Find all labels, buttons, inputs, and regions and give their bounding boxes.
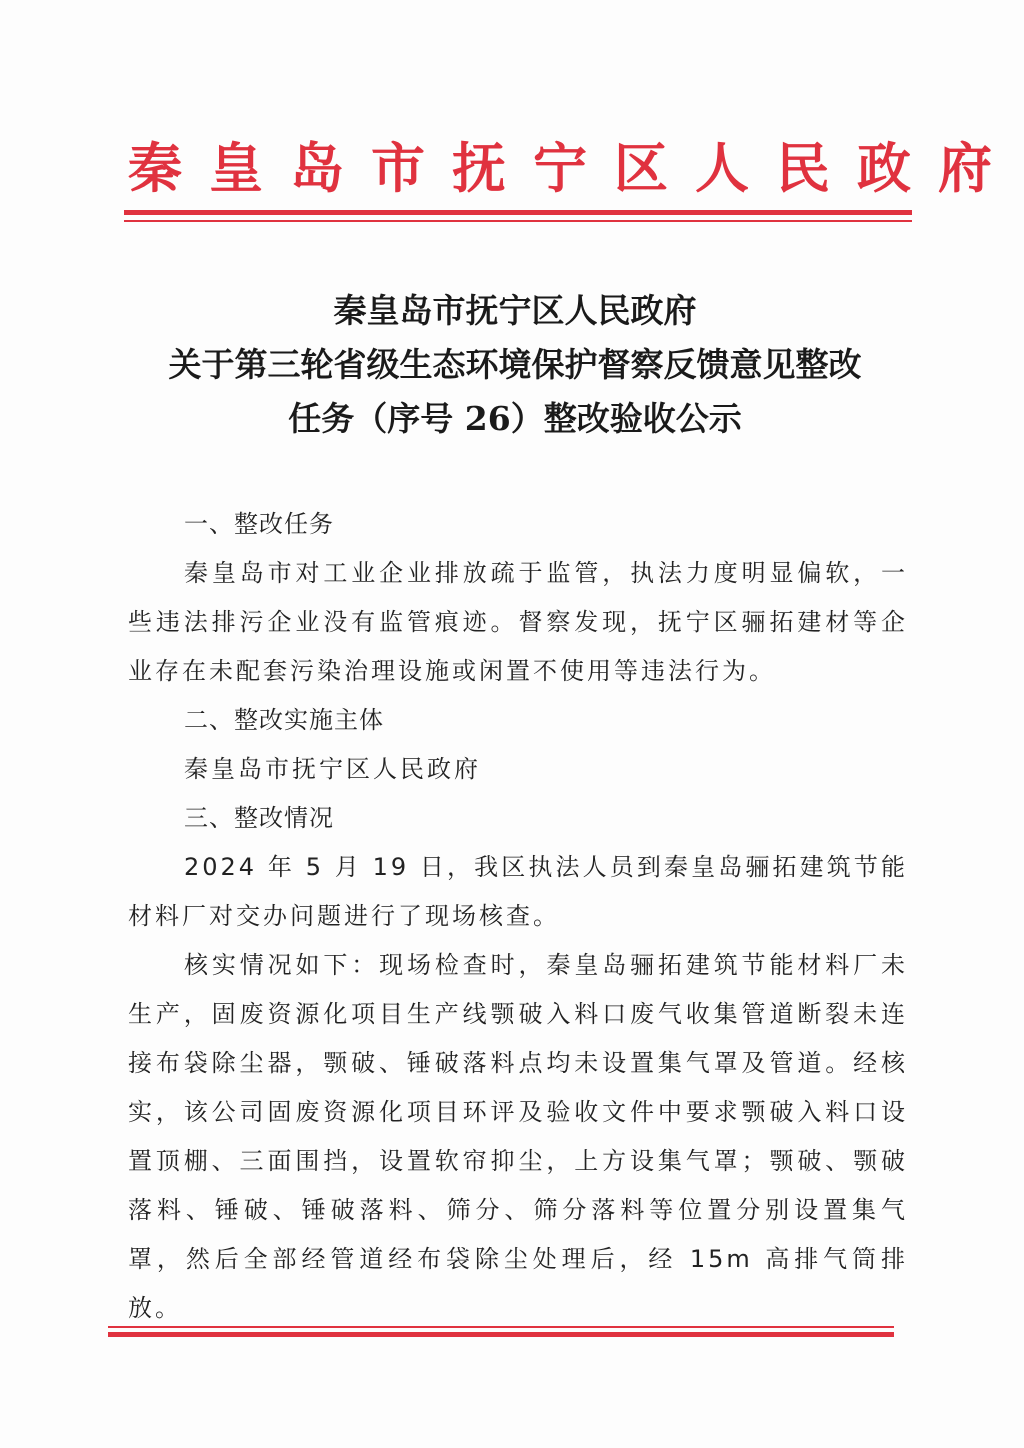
document-title [100,284,930,446]
title-line-1: 秦皇岛市抚宁区人民政府 [333,291,697,330]
section-paragraph-task: 秦皇岛市对工业企业排放疏于监管，执法力度明显偏软，一些违法排污企业没有监管痕迹。督察发现，抚宁区骊拓建材等企业存在未配套污染治理设施或闲置不使用等违法行为。 [128,559,908,685]
section-heading-subject: 二、整改实施主体 [184,706,384,734]
section-paragraph-status-1: 2024 年 5 月 19 日，我区执法人员到秦皇岛骊拓建筑节能材料厂对交办问题进行了现场核查。 [128,853,908,930]
masthead-org-name: 秦皇岛市抚宁区人民政府 [128,136,1019,200]
footer-red-rule-thin [108,1326,894,1328]
section-heading-task: 一、整改任务 [184,510,334,538]
section-paragraph-subject: 秦皇岛市抚宁区人民政府 [184,755,481,783]
document-body [128,500,908,1333]
title-line-2: 关于第三轮省级生态环境保护督察反馈意见整改 [168,345,862,384]
section-paragraph-status-2: 核实情况如下：现场检查时，秦皇岛骊拓建筑节能材料厂未生产，固废资源化项目生产线颚破入料口废气收集管道断裂未连接布袋除尘器，颚破、锤破落料点均未设置集气罩及管道。经核实，该公司固废资源化项目环评及验收文件中要求颚破入料口设置顶棚、三面围挡，设置软帘抑尘，上方设集气罩；颚破、颚破落料、锤破、锤破落料、筛分、筛分落料等位置分别设置集气罩，然后全部经管道经布袋除尘处理后，经 15m 高排气筒排放。 [128,951,908,1322]
masthead-red-rule-thick [124,210,912,215]
title-line-3: 任务（序号 26）整改验收公示 [288,399,742,438]
masthead-red-rule-thin [124,220,912,222]
section-heading-status: 三、整改情况 [184,804,334,832]
footer-red-rule-thick [108,1332,894,1337]
